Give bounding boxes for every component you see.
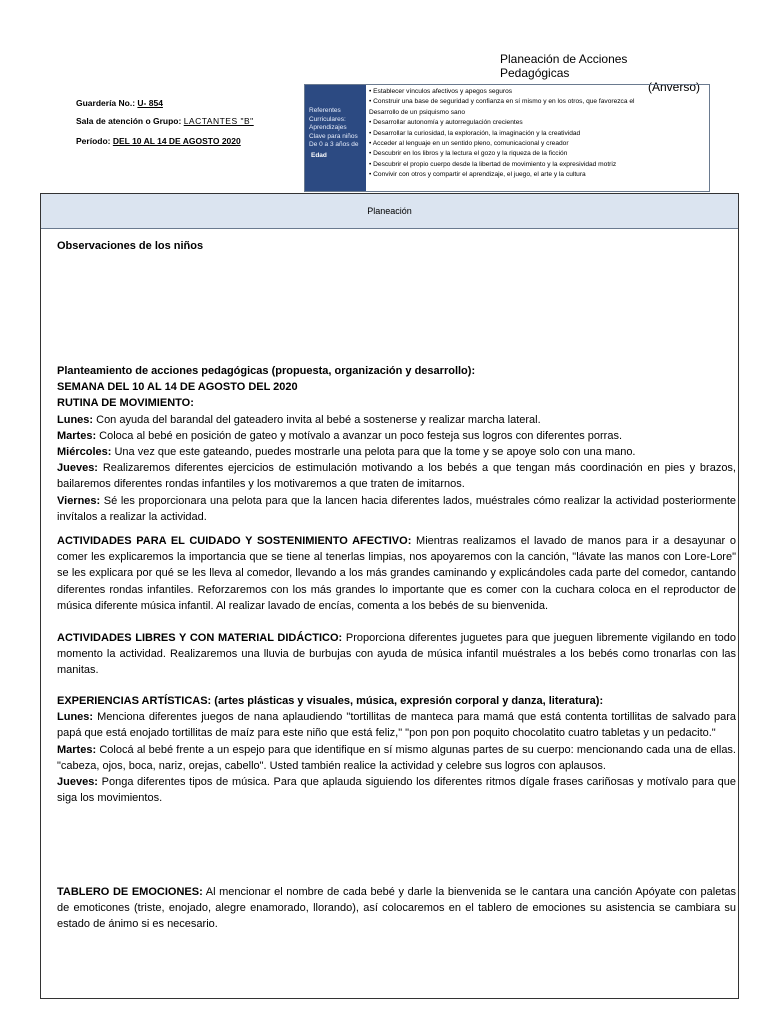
referente-item: • Descubrir el propio cuerpo desde la libertad de movimiento y la expresividad motriz — [369, 160, 617, 168]
experiencias-martes — [57, 742, 736, 774]
day-text: Ponga diferentes tipos de música. Para que aplauda siguiendo los diferentes ritmos dígale frases cariñosas y motívalo para que siga los movimientos. — [57, 776, 736, 805]
sala-value: LACTANTES "B" — [183, 116, 254, 126]
referentes-box — [304, 84, 710, 192]
referentes-label: Referentes Curriculares: Aprendizajes Clave para niños De 0 a 3 años de — [309, 107, 359, 148]
referente-item: • Establecer vínculos afectivos y apegos seguros — [369, 88, 513, 95]
referentes-list — [366, 85, 709, 191]
edad-label: Edad — [311, 151, 327, 159]
cuidado-text: Mientras realizamos el lavado de manos para ir a desayunar o comer les explicaremos la importancia que se tiene al tenerlas limpias, nos apoyaremos con la canción, "lávate las manos con Lore-Lore" se les explicara por qué se les lleva al comedor, llevando a los más grandes caminando y explicándoles cada parte del comedor, cantando diferentes rondas infantiles. Reforzaremos con los más grandes lo importante que es comer con la cuchara coloca en el reproductor de música diferente música infantil. Al realizar lavado de encías, comenta a los bebés de su bienvenida. — [57, 535, 736, 612]
experiencias-jueves — [57, 774, 736, 806]
referente-item: Desarrollo de un psiquismo sano — [369, 108, 466, 116]
libres-paragraph — [57, 630, 736, 679]
libres-title: ACTIVIDADES LIBRES Y CON MATERIAL DIDÁCTICO: — [57, 632, 343, 644]
day-label: Lunes: — [57, 711, 94, 724]
day-text: Coloca al bebé en posición de gateo y motívalo a avanzar un poco festeja sus logros con diferentes porras. — [96, 429, 622, 442]
experiencias-lunes — [57, 709, 736, 741]
rutina-miercoles — [57, 444, 736, 460]
rutina-jueves — [57, 460, 736, 492]
observaciones-title: Observaciones de los niños — [57, 240, 204, 252]
sala-field — [76, 116, 254, 126]
tablero-block — [57, 884, 736, 933]
referente-item: • Desarrollar la curiosidad, la exploración, la imaginación y la creatividad — [369, 129, 581, 137]
title-text: Planeación de Acciones Pedagógicas — [500, 52, 628, 80]
day-text: Menciona diferentes juegos de nana aplaudiendo "tortillitas de manteca para mamá que está contenta tortillitas de salvado para papá que está enojado tortillitas de maíz para este niño que está feliz," "pon pon pon poquito chocolatito cuatro tabletas y un pedacito." — [57, 711, 736, 740]
sala-label: Sala de atención o Grupo: — [76, 116, 182, 126]
subtitle-text: (Anverso) — [647, 80, 700, 94]
day-label: Jueves: — [57, 776, 98, 789]
referente-item: • Desarrollar autonomía y autorregulación crecientes — [369, 119, 523, 127]
guarderia-field — [76, 98, 163, 108]
periodo-label: Período: — [76, 136, 111, 146]
tablero-text: Al mencionar el nombre de cada bebé y darle la bienvenida se le cantara una canción Apóyate con paletas de emoticones (triste, enojado, alegre enamorado, llorando), así colocaremos en el tablero de emociones su asistencia se cambiara su estado de ánimo si es necesario. — [57, 886, 736, 931]
day-label: Miércoles: — [57, 446, 112, 459]
referente-item: • Acceder al lenguaje en un sentido pleno, comunicacional y creador — [369, 140, 569, 148]
rutina-lunes — [57, 412, 736, 428]
day-label: Martes: — [57, 429, 97, 442]
day-text: Sé les proporcionara una pelota para que la lancen hacia diferentes lados, muéstrales cómo realizar la actividad posteriormente invítalos a realizar la actividad. — [57, 494, 736, 523]
cuidado-paragraph — [57, 533, 736, 614]
planteamiento-title: Planteamiento de acciones pedagógicas (propuesta, organización y desarrollo): — [57, 365, 476, 377]
experiencias-block — [57, 693, 736, 806]
periodo-field — [76, 136, 241, 146]
periodo-value: DEL 10 AL 14 DE AGOSTO 2020 — [112, 136, 241, 146]
guarderia-value: U- 854 — [137, 98, 163, 108]
day-label: Martes: — [57, 743, 97, 756]
referente-item: • Descubrir en los libros y la lectura el gozo y la riqueza de la ficción — [369, 150, 568, 158]
referentes-label-cell — [305, 85, 366, 191]
day-text: Colocá al bebé frente a un espejo para que identifique en sí mismo algunas partes de su cuerpo: mencionando cada una de ellas. "cabeza, ojos, boca, nariz, orejas, cabello". Usted también realice la actividad y celebre sus logros con aplausos. — [57, 743, 736, 772]
cuidado-block — [57, 533, 736, 614]
planeacion-header: Planeación — [41, 194, 738, 229]
libres-block — [57, 630, 736, 679]
rutina-title: RUTINA DE MOVIMIENTO: — [57, 397, 194, 410]
cuidado-title: ACTIVIDADES PARA EL CUIDADO Y SOSTENIMIENTO AFECTIVO: — [57, 535, 412, 547]
day-label: Viernes: — [57, 494, 101, 507]
tablero-paragraph — [57, 884, 736, 933]
tablero-title: TABLERO DE EMOCIONES: — [57, 886, 203, 898]
experiencias-title: EXPERIENCIAS ARTÍSTICAS: (artes plásticas y visuales, música, expresión corporal y danza, literatura): — [57, 695, 604, 707]
referente-item: • Construir una base de seguridad y confianza en sí mismo y en los otros, que favorezca el — [369, 98, 635, 106]
observaciones-block — [57, 238, 736, 254]
day-text: Una vez que este gateando, puedes mostrarle una pelota para que la tome y se apoye solo con una mano. — [111, 446, 636, 459]
rutina-viernes — [57, 493, 736, 525]
day-label: Jueves: — [57, 462, 98, 475]
rutina-martes — [57, 428, 736, 444]
guarderia-label: Guardería No.: — [76, 98, 136, 108]
day-label: Lunes: — [57, 413, 94, 426]
day-text: Con ayuda del barandal del gateadero invita al bebé a sostenerse y realizar marcha lateral. — [93, 413, 541, 426]
day-text: Realizaremos diferentes ejercicios de estimulación motivando a los bebés a que tengan más coordinación en pies y brazos, bailaremos diferentes rondas infantiles y los motivaremos a que traten de imitarnos. — [57, 462, 736, 491]
referente-item: • Convivir con otros y compartir el aprendizaje, el juego, el arte y la cultura — [369, 171, 586, 179]
planteamiento-block — [57, 363, 736, 525]
semana-heading: SEMANA DEL 10 AL 14 DE AGOSTO DEL 2020 — [57, 381, 298, 394]
planeacion-section — [40, 193, 739, 999]
libres-text: Proporciona diferentes juguetes para que jueguen libremente vigilando en todo momento la actividad. Realizaremos una lluvia de burbujas con ayuda de música infantil muéstrales a los bebés como tronarlas con las manitas. — [57, 632, 736, 677]
